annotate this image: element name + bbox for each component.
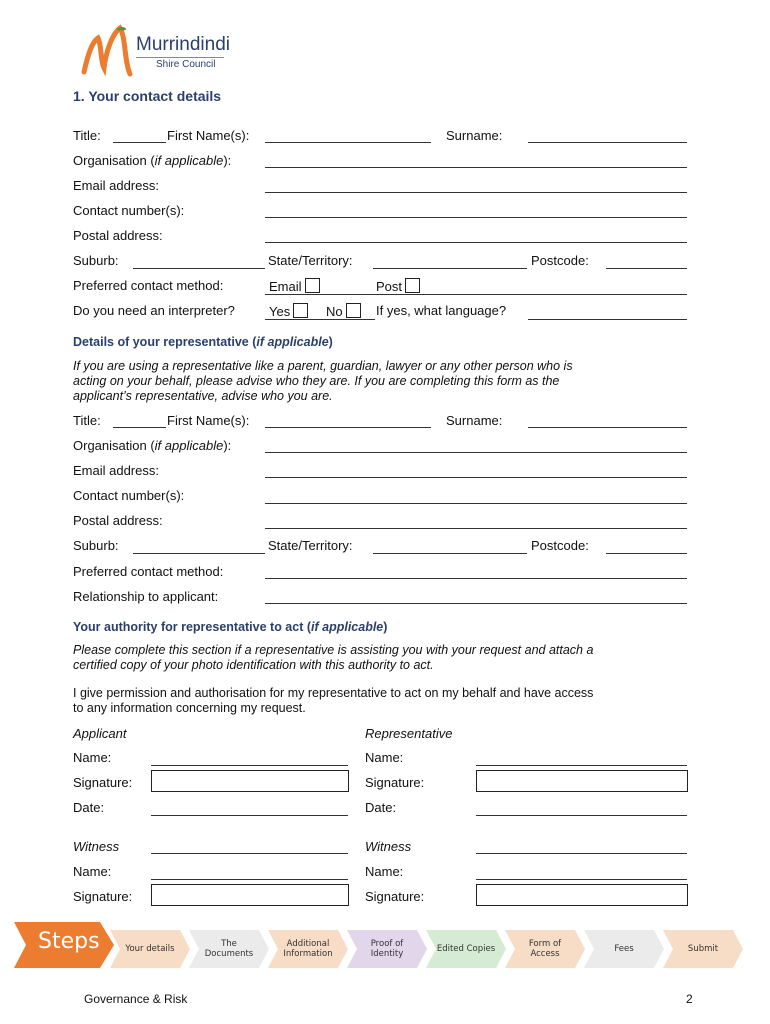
rep-date-label: Date: xyxy=(365,800,397,815)
applicant-name-label: Name: xyxy=(73,750,112,765)
contact-number-field[interactable] xyxy=(265,217,687,218)
relationship-field[interactable] xyxy=(265,603,687,604)
rep-name-label: Name: xyxy=(365,750,404,765)
section-title: 1. Your contact details xyxy=(73,88,222,104)
rep-date-field[interactable] xyxy=(476,815,687,816)
logo-subtitle: Shire Council xyxy=(156,59,216,70)
rep-name-field[interactable] xyxy=(476,765,687,766)
interpreter-label: Do you need an interpreter? xyxy=(73,303,235,318)
step-item: Edited Copies xyxy=(436,944,496,954)
rep-witness-line[interactable] xyxy=(476,853,687,854)
interpreter-line xyxy=(265,319,375,320)
rep-witness-name-field[interactable] xyxy=(476,879,687,880)
relationship-label: Relationship to applicant: xyxy=(73,589,219,604)
logo-mark-icon xyxy=(78,24,138,80)
organisation-field[interactable] xyxy=(265,167,687,168)
email-option[interactable]: Email xyxy=(269,278,320,294)
rep-title-field[interactable] xyxy=(113,427,166,428)
logo-divider xyxy=(136,57,224,58)
email-checkbox[interactable] xyxy=(305,278,320,293)
rep-preferred-label: Preferred contact method: xyxy=(73,564,224,579)
organisation-label: Organisation (if applicable): xyxy=(73,153,232,168)
rep-contact-field[interactable] xyxy=(265,503,687,504)
step-item: Additional Information xyxy=(283,939,333,959)
language-label: If yes, what language? xyxy=(376,303,507,318)
applicant-heading: Applicant xyxy=(73,726,127,741)
rep-witness-name-label: Name: xyxy=(365,864,404,879)
postal-address-label: Postal address: xyxy=(73,228,163,243)
rep-first-name-field[interactable] xyxy=(265,427,431,428)
rep-signature-label: Signature: xyxy=(365,775,425,790)
step-item: Fees xyxy=(614,944,634,954)
rep-postal-label: Postal address: xyxy=(73,513,163,528)
surname-label: Surname: xyxy=(446,128,503,143)
post-option[interactable]: Post xyxy=(376,278,420,294)
step-item: The Documents xyxy=(204,939,254,959)
interpreter-yes-option[interactable]: Yes xyxy=(269,303,308,319)
step-item: Form of Access xyxy=(528,939,562,959)
interpreter-no-option[interactable]: No xyxy=(326,303,361,319)
rep-organisation-field[interactable] xyxy=(265,452,687,453)
email-field[interactable] xyxy=(265,192,687,193)
rep-preferred-field[interactable] xyxy=(265,578,687,579)
first-name-field[interactable] xyxy=(265,142,431,143)
step-item: Submit xyxy=(687,944,719,954)
rep-organisation-label: Organisation (if applicable): xyxy=(73,438,232,453)
rep-title-label: Title: xyxy=(73,413,101,428)
rep-postcode-field[interactable] xyxy=(606,553,687,554)
rep-state-label: State/Territory: xyxy=(268,538,353,553)
yes-checkbox[interactable] xyxy=(293,303,308,318)
postcode-field[interactable] xyxy=(606,268,687,269)
title-label: Title: xyxy=(73,128,101,143)
authority-intro: Please complete this section if a representative is assisting you with your request and attach a certified copy of your photo identification with this authority to act. xyxy=(73,643,594,672)
contact-number-label: Contact number(s): xyxy=(73,203,185,218)
authority-title: Your authority for representative to act (if applicable) xyxy=(73,620,388,634)
state-field[interactable] xyxy=(373,268,527,269)
applicant-witness-signature-box[interactable] xyxy=(151,884,349,906)
state-label: State/Territory: xyxy=(268,253,353,268)
applicant-witness-name-label: Name: xyxy=(73,864,112,879)
rep-postal-field[interactable] xyxy=(265,528,687,529)
applicant-signature-box[interactable] xyxy=(151,770,349,792)
no-checkbox[interactable] xyxy=(346,303,361,318)
applicant-signature-label: Signature: xyxy=(73,775,133,790)
rep-postcode-label: Postcode: xyxy=(531,538,589,553)
applicant-date-label: Date: xyxy=(73,800,105,815)
step-item: Proof of Identity xyxy=(370,939,404,959)
suburb-field[interactable] xyxy=(133,268,265,269)
email-label: Email address: xyxy=(73,178,159,193)
permission-statement: I give permission and authorisation for my representative to act on my behalf and have access to any information concerning my request. xyxy=(73,686,594,715)
rep-witness-signature-label: Signature: xyxy=(365,889,425,904)
preferred-contact-line xyxy=(265,294,687,295)
logo-name: Murrindindi xyxy=(136,34,230,55)
applicant-witness-name-field[interactable] xyxy=(151,879,348,880)
title-field[interactable] xyxy=(113,142,166,143)
rep-first-name-label: First Name(s): xyxy=(167,413,250,428)
representative-heading: Representative xyxy=(365,726,453,741)
rep-surname-field[interactable] xyxy=(528,427,687,428)
footer-department: Governance & Risk xyxy=(84,992,188,1006)
council-logo xyxy=(78,24,258,80)
representative-intro: If you are using a representative like a parent, guardian, lawyer or any other person who is acting on your behalf, please advise who they are. If you are completing this form as the applicant’s representative, advise who you are. xyxy=(73,359,573,403)
step-item: Your details xyxy=(125,944,175,954)
postal-address-field[interactable] xyxy=(265,242,687,243)
page-number: 2 xyxy=(686,992,693,1006)
post-checkbox[interactable] xyxy=(405,278,420,293)
rep-witness-heading: Witness xyxy=(365,839,412,854)
postcode-label: Postcode: xyxy=(531,253,589,268)
applicant-witness-heading: Witness xyxy=(73,839,120,854)
representative-title: Details of your representative (if applicable) xyxy=(73,335,333,349)
applicant-witness-line[interactable] xyxy=(151,853,348,854)
language-field[interactable] xyxy=(528,319,687,320)
suburb-label: Suburb: xyxy=(73,253,119,268)
applicant-date-field[interactable] xyxy=(151,815,348,816)
rep-surname-label: Surname: xyxy=(446,413,503,428)
rep-suburb-field[interactable] xyxy=(133,553,265,554)
rep-email-field[interactable] xyxy=(265,477,687,478)
surname-field[interactable] xyxy=(528,142,687,143)
first-name-label: First Name(s): xyxy=(167,128,250,143)
rep-suburb-label: Suburb: xyxy=(73,538,119,553)
rep-witness-signature-box[interactable] xyxy=(476,884,688,906)
rep-state-field[interactable] xyxy=(373,553,527,554)
applicant-name-field[interactable] xyxy=(151,765,348,766)
applicant-witness-signature-label: Signature: xyxy=(73,889,133,904)
rep-email-label: Email address: xyxy=(73,463,159,478)
rep-contact-label: Contact number(s): xyxy=(73,488,185,503)
steps-label: Steps xyxy=(38,929,100,954)
rep-signature-box[interactable] xyxy=(476,770,688,792)
preferred-contact-label: Preferred contact method: xyxy=(73,278,224,293)
